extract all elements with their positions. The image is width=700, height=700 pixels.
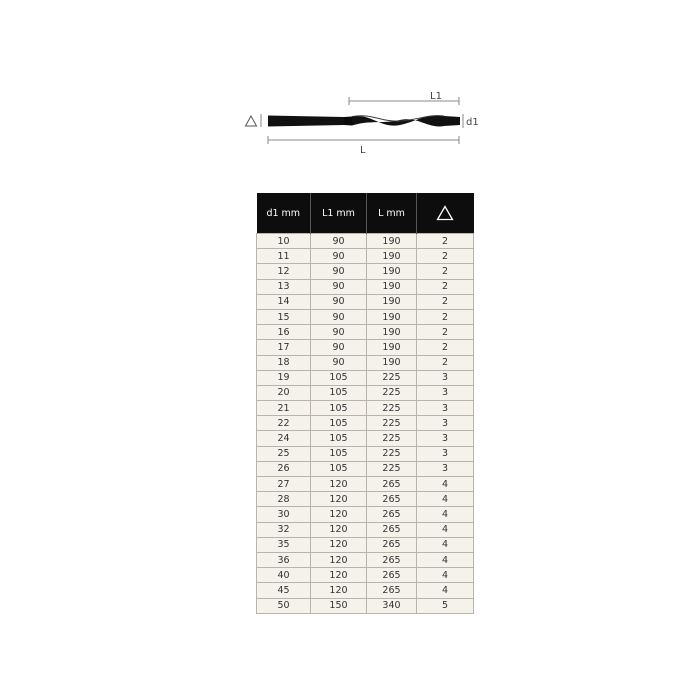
l-cell: 340 xyxy=(367,598,417,613)
l1-cell: 120 xyxy=(311,568,367,583)
taper-cell: 3 xyxy=(417,416,474,431)
header-taper xyxy=(417,193,474,234)
d1-label: d1 xyxy=(466,117,479,128)
l-cell: 190 xyxy=(367,264,417,279)
drill-diagram xyxy=(0,0,700,170)
l-cell: 265 xyxy=(367,492,417,507)
d1-cell: 24 xyxy=(257,431,311,446)
l-label: L xyxy=(360,145,366,156)
taper-cell: 2 xyxy=(417,279,474,294)
l1-cell: 105 xyxy=(311,385,367,400)
d1-cell: 40 xyxy=(257,568,311,583)
d1-cell: 11 xyxy=(257,249,311,264)
taper-cell: 4 xyxy=(417,522,474,537)
l1-cell: 90 xyxy=(311,249,367,264)
triangle-icon xyxy=(436,205,454,221)
l1-cell: 120 xyxy=(311,537,367,552)
l-cell: 190 xyxy=(367,340,417,355)
taper-cell: 3 xyxy=(417,446,474,461)
l1-cell: 105 xyxy=(311,446,367,461)
l-cell: 225 xyxy=(367,446,417,461)
d1-cell: 19 xyxy=(257,370,311,385)
l-cell: 265 xyxy=(367,522,417,537)
l-cell: 265 xyxy=(367,583,417,598)
taper-cell: 3 xyxy=(417,370,474,385)
taper-cell: 3 xyxy=(417,431,474,446)
d1-cell: 32 xyxy=(257,522,311,537)
d1-cell: 27 xyxy=(257,477,311,492)
taper-cell: 3 xyxy=(417,461,474,476)
taper-cell: 2 xyxy=(417,249,474,264)
d1-cell: 50 xyxy=(257,598,311,613)
header-l1: L1 mm xyxy=(311,193,367,234)
table-row xyxy=(257,522,474,537)
taper-cell: 5 xyxy=(417,598,474,613)
table-row xyxy=(257,385,474,400)
taper-cell: 4 xyxy=(417,552,474,567)
l1-cell: 90 xyxy=(311,309,367,324)
l1-cell: 105 xyxy=(311,461,367,476)
l-cell: 265 xyxy=(367,552,417,567)
l-cell: 190 xyxy=(367,309,417,324)
l-cell: 190 xyxy=(367,279,417,294)
table-row xyxy=(257,598,474,613)
d1-cell: 35 xyxy=(257,537,311,552)
l1-cell: 105 xyxy=(311,401,367,416)
l-cell: 190 xyxy=(367,249,417,264)
taper-cell: 2 xyxy=(417,294,474,309)
table-row xyxy=(257,537,474,552)
l1-cell: 90 xyxy=(311,234,367,249)
l1-label: L1 xyxy=(430,91,442,102)
table-row xyxy=(257,552,474,567)
l1-cell: 90 xyxy=(311,279,367,294)
d1-cell: 22 xyxy=(257,416,311,431)
header-l: L mm xyxy=(367,193,417,234)
l-cell: 190 xyxy=(367,355,417,370)
table-row xyxy=(257,249,474,264)
d1-cell: 14 xyxy=(257,294,311,309)
taper-cell: 4 xyxy=(417,583,474,598)
l-cell: 190 xyxy=(367,294,417,309)
table-row xyxy=(257,416,474,431)
l1-cell: 90 xyxy=(311,264,367,279)
taper-cell: 3 xyxy=(417,385,474,400)
table-row xyxy=(257,340,474,355)
l1-cell: 105 xyxy=(311,370,367,385)
d1-cell: 17 xyxy=(257,340,311,355)
triangle-icon xyxy=(246,116,257,126)
l1-cell: 120 xyxy=(311,492,367,507)
table-row xyxy=(257,355,474,370)
l1-cell: 120 xyxy=(311,477,367,492)
d1-cell: 45 xyxy=(257,583,311,598)
l1-cell: 150 xyxy=(311,598,367,613)
table-row xyxy=(257,309,474,324)
l-cell: 225 xyxy=(367,370,417,385)
d1-cell: 20 xyxy=(257,385,311,400)
d1-cell: 28 xyxy=(257,492,311,507)
taper-cell: 2 xyxy=(417,264,474,279)
table-row xyxy=(257,401,474,416)
d1-cell: 15 xyxy=(257,309,311,324)
d1-cell: 26 xyxy=(257,461,311,476)
table-row xyxy=(257,568,474,583)
d1-cell: 16 xyxy=(257,325,311,340)
taper-cell: 4 xyxy=(417,477,474,492)
d1-cell: 10 xyxy=(257,234,311,249)
taper-cell: 3 xyxy=(417,401,474,416)
table-row xyxy=(257,294,474,309)
l-cell: 225 xyxy=(367,401,417,416)
taper-cell: 2 xyxy=(417,234,474,249)
l1-cell: 120 xyxy=(311,507,367,522)
table-row xyxy=(257,507,474,522)
taper-cell: 4 xyxy=(417,507,474,522)
drill-bit-image xyxy=(268,115,460,126)
l1-cell: 90 xyxy=(311,294,367,309)
table-row xyxy=(257,431,474,446)
l-cell: 265 xyxy=(367,537,417,552)
taper-cell: 2 xyxy=(417,355,474,370)
taper-cell: 4 xyxy=(417,537,474,552)
table-row xyxy=(257,461,474,476)
taper-cell: 2 xyxy=(417,325,474,340)
d1-cell: 12 xyxy=(257,264,311,279)
taper-cell: 4 xyxy=(417,492,474,507)
table-row xyxy=(257,279,474,294)
d1-cell: 18 xyxy=(257,355,311,370)
d1-cell: 30 xyxy=(257,507,311,522)
l1-cell: 105 xyxy=(311,416,367,431)
l1-cell: 105 xyxy=(311,431,367,446)
l-cell: 265 xyxy=(367,477,417,492)
taper-cell: 2 xyxy=(417,340,474,355)
l1-cell: 90 xyxy=(311,325,367,340)
d1-cell: 13 xyxy=(257,279,311,294)
l-cell: 265 xyxy=(367,507,417,522)
l-cell: 190 xyxy=(367,325,417,340)
table-body xyxy=(257,234,474,614)
table-row xyxy=(257,234,474,249)
l-cell: 225 xyxy=(367,461,417,476)
table-row xyxy=(257,264,474,279)
d1-cell: 25 xyxy=(257,446,311,461)
table-row xyxy=(257,325,474,340)
table-row xyxy=(257,446,474,461)
table-row xyxy=(257,477,474,492)
spec-table xyxy=(256,193,474,614)
d1-cell: 21 xyxy=(257,401,311,416)
taper-cell: 2 xyxy=(417,309,474,324)
header-d1: d1 mm xyxy=(257,193,311,234)
table-row xyxy=(257,492,474,507)
taper-cell: 4 xyxy=(417,568,474,583)
l1-cell: 90 xyxy=(311,340,367,355)
l1-cell: 120 xyxy=(311,552,367,567)
l-cell: 265 xyxy=(367,568,417,583)
l-cell: 225 xyxy=(367,416,417,431)
l1-cell: 90 xyxy=(311,355,367,370)
l-cell: 225 xyxy=(367,385,417,400)
l1-cell: 120 xyxy=(311,583,367,598)
table-row xyxy=(257,583,474,598)
d1-cell: 36 xyxy=(257,552,311,567)
table-row xyxy=(257,370,474,385)
table-header-row xyxy=(257,193,474,234)
l1-cell: 120 xyxy=(311,522,367,537)
l-cell: 225 xyxy=(367,431,417,446)
l-cell: 190 xyxy=(367,234,417,249)
